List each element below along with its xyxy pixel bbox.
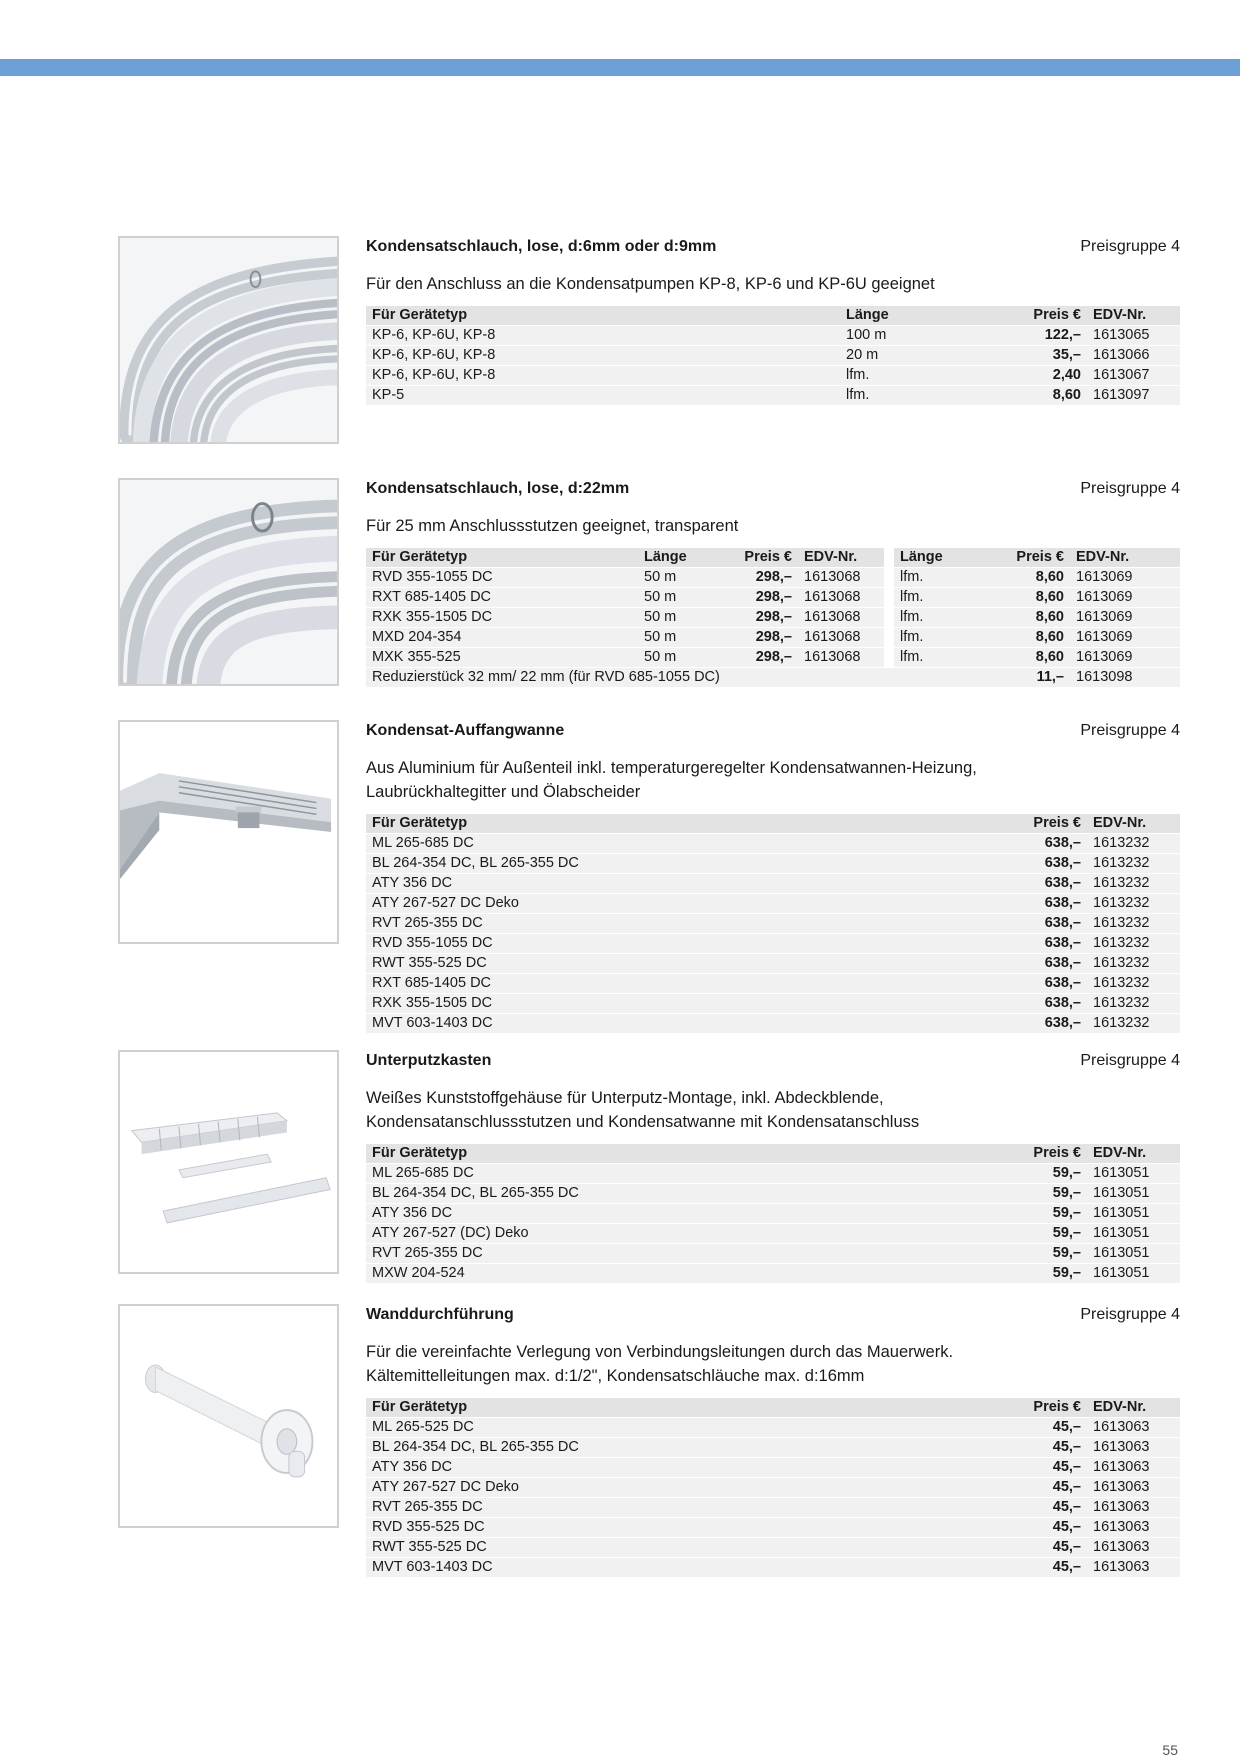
header-price: Preis € bbox=[1033, 1145, 1081, 1161]
cell-device-type: MXK 355-525 bbox=[372, 649, 461, 665]
section-description bbox=[366, 1086, 1180, 1134]
product-photo-flush-box bbox=[118, 1050, 339, 1274]
table-row bbox=[366, 914, 1180, 934]
cell-price: 298,– bbox=[755, 629, 792, 645]
table-row bbox=[366, 1478, 1180, 1498]
cell-edv: 1613232 bbox=[1093, 915, 1150, 931]
cell-edv: 1613063 bbox=[1093, 1519, 1150, 1535]
cell-edv-2: 1613069 bbox=[1076, 649, 1133, 665]
section-description bbox=[366, 514, 1180, 538]
cell-device-type: RVD 355-1055 DC bbox=[372, 935, 493, 951]
cell-price: 59,– bbox=[1052, 1185, 1081, 1201]
table-row bbox=[366, 648, 1180, 668]
header-edv: EDV-Nr. bbox=[1093, 1145, 1147, 1161]
cell-price: 45,– bbox=[1052, 1419, 1081, 1435]
table-row bbox=[366, 568, 1180, 588]
flush-box-image bbox=[120, 1052, 337, 1272]
cell-device-type: KP-6, KP-6U, KP-8 bbox=[372, 347, 496, 363]
cell-price-2: 8,60 bbox=[1035, 649, 1064, 665]
column-gap bbox=[884, 568, 894, 588]
top-accent-bar bbox=[0, 59, 1240, 76]
cell-device-type: ATY 267-527 DC Deko bbox=[372, 1479, 519, 1495]
cell-price: 45,– bbox=[1052, 1459, 1081, 1475]
price-group: Preisgruppe 4 bbox=[1080, 1052, 1180, 1069]
cell-edv: 1613232 bbox=[1093, 895, 1150, 911]
description-line: Kondensatanschlussstutzen und Kondensatwanne mit Kondensatanschluss bbox=[366, 1113, 920, 1131]
cell-price: 45,– bbox=[1052, 1499, 1081, 1515]
header-device-type: Für Gerätetyp bbox=[372, 549, 468, 565]
page-number: 55 bbox=[1162, 1742, 1178, 1758]
cell-device-type: RWT 355-525 DC bbox=[372, 955, 487, 971]
cell-price-2: 8,60 bbox=[1035, 609, 1064, 625]
price-group: Preisgruppe 4 bbox=[1080, 1306, 1180, 1323]
header-edv-2: EDV-Nr. bbox=[1076, 549, 1130, 565]
price-table bbox=[366, 1398, 1180, 1578]
price-table bbox=[366, 548, 1180, 688]
header-price: Preis € bbox=[1033, 815, 1081, 831]
cell-edv: 1613063 bbox=[1093, 1439, 1150, 1455]
cell-price: 638,– bbox=[1044, 935, 1081, 951]
table-row bbox=[366, 608, 1180, 628]
cell-edv: 1613232 bbox=[1093, 955, 1150, 971]
cell-device-type: KP-6, KP-6U, KP-8 bbox=[372, 327, 496, 343]
cell-price: 45,– bbox=[1052, 1539, 1081, 1555]
cell-length-2: lfm. bbox=[900, 649, 924, 665]
cell-device-type: ML 265-685 DC bbox=[372, 1165, 474, 1181]
cell-price: 35,– bbox=[1052, 347, 1081, 363]
cell-price: 638,– bbox=[1044, 875, 1081, 891]
table-row bbox=[366, 1418, 1180, 1438]
cell-price: 59,– bbox=[1052, 1205, 1081, 1221]
cell-length: 50 m bbox=[644, 569, 677, 585]
cell-price: 298,– bbox=[755, 589, 792, 605]
cell-length: 50 m bbox=[644, 649, 677, 665]
table-row bbox=[366, 386, 1180, 406]
price-table bbox=[366, 814, 1180, 1034]
product-photo-hose-coil bbox=[118, 236, 339, 444]
cell-length: 50 m bbox=[644, 629, 677, 645]
cell-device-type: RVT 265-355 DC bbox=[372, 1499, 483, 1515]
price-table bbox=[366, 306, 1180, 406]
cell-price: 638,– bbox=[1044, 955, 1081, 971]
table-row bbox=[366, 1518, 1180, 1538]
header-price: Preis € bbox=[744, 549, 792, 565]
cell-edv: 1613051 bbox=[1093, 1205, 1150, 1221]
price-table bbox=[366, 1144, 1180, 1284]
cell-device-type: BL 264-354 DC, BL 265-355 DC bbox=[372, 855, 579, 871]
table-row bbox=[366, 1438, 1180, 1458]
cell-device-type: KP-5 bbox=[372, 387, 405, 403]
cell-device-type: RVT 265-355 DC bbox=[372, 1245, 483, 1261]
section-description bbox=[366, 756, 1180, 804]
cell-edv: 1613063 bbox=[1093, 1419, 1150, 1435]
cell-device-type: RXK 355-1505 DC bbox=[372, 609, 493, 625]
header-length-2: Länge bbox=[900, 549, 943, 565]
column-gap bbox=[884, 608, 894, 628]
cell-edv: 1613051 bbox=[1093, 1165, 1150, 1181]
cell-price: 298,– bbox=[755, 649, 792, 665]
cell-edv: 1613097 bbox=[1093, 387, 1150, 403]
header-edv: EDV-Nr. bbox=[1093, 307, 1147, 323]
table-row bbox=[366, 954, 1180, 974]
header-edv: EDV-Nr. bbox=[804, 549, 858, 565]
cell-price: 638,– bbox=[1044, 1015, 1081, 1031]
table-row bbox=[366, 346, 1180, 366]
cell-price: 59,– bbox=[1052, 1245, 1081, 1261]
table-header-row bbox=[366, 306, 1180, 326]
table-row bbox=[366, 1244, 1180, 1264]
cell-edv: 1613065 bbox=[1093, 327, 1150, 343]
table-header-row bbox=[366, 814, 1180, 834]
cell-edv: 1613068 bbox=[804, 569, 861, 585]
cell-device-type: ATY 356 DC bbox=[372, 1205, 453, 1221]
header-price: Preis € bbox=[1033, 1399, 1081, 1415]
price-group: Preisgruppe 4 bbox=[1080, 238, 1180, 255]
table-row bbox=[366, 1264, 1180, 1284]
cell-length-2: lfm. bbox=[900, 629, 924, 645]
cell-edv: 1613066 bbox=[1093, 347, 1150, 363]
cell-device-type: Reduzierstück 32 mm/ 22 mm (für RVD 685-1055 DC) bbox=[372, 669, 720, 685]
cell-edv: 1613232 bbox=[1093, 1015, 1150, 1031]
description-line: Laubrückhaltegitter und Ölabscheider bbox=[366, 783, 641, 801]
cell-price: 298,– bbox=[755, 569, 792, 585]
cell-price: 59,– bbox=[1052, 1225, 1081, 1241]
header-edv: EDV-Nr. bbox=[1093, 815, 1147, 831]
column-gap bbox=[884, 648, 894, 668]
product-photo-drip-tray bbox=[118, 720, 339, 944]
cell-edv: 1613232 bbox=[1093, 975, 1150, 991]
column-gap bbox=[884, 588, 894, 608]
cell-price-2: 8,60 bbox=[1035, 569, 1064, 585]
section-title: Kondensat-Auffangwanne bbox=[366, 722, 565, 739]
table-row bbox=[366, 1014, 1180, 1034]
cell-edv: 1613063 bbox=[1093, 1559, 1150, 1575]
cell-edv: 1613051 bbox=[1093, 1225, 1150, 1241]
cell-length: 50 m bbox=[644, 609, 677, 625]
description-line: Kältemittelleitungen max. d:1/2", Kondensatschläuche max. d:16mm bbox=[366, 1367, 865, 1385]
cell-edv: 1613232 bbox=[1093, 835, 1150, 851]
cell-device-type: ATY 356 DC bbox=[372, 1459, 453, 1475]
header-device-type: Für Gerätetyp bbox=[372, 815, 468, 831]
section-title: Kondensatschlauch, lose, d:22mm bbox=[366, 480, 630, 497]
description-line: Für 25 mm Anschlussstutzen geeignet, transparent bbox=[366, 517, 739, 535]
cell-price: 638,– bbox=[1044, 975, 1081, 991]
table-row bbox=[366, 1184, 1180, 1204]
table-row bbox=[366, 1224, 1180, 1244]
wall-duct-image bbox=[120, 1306, 337, 1526]
cell-device-type: MXW 204-524 bbox=[372, 1265, 465, 1281]
price-group: Preisgruppe 4 bbox=[1080, 722, 1180, 739]
cell-edv: 1613068 bbox=[804, 629, 861, 645]
table-row bbox=[366, 994, 1180, 1014]
cell-price: 638,– bbox=[1044, 855, 1081, 871]
cell-edv: 1613063 bbox=[1093, 1479, 1150, 1495]
cell-device-type: BL 264-354 DC, BL 265-355 DC bbox=[372, 1185, 579, 1201]
cell-length: 100 m bbox=[846, 327, 887, 343]
description-line: Aus Aluminium für Außenteil inkl. temperaturgeregelter Kondensatwannen-Heizung, bbox=[366, 759, 977, 777]
cell-device-type: RXT 685-1405 DC bbox=[372, 589, 492, 605]
section-title: Unterputzkasten bbox=[366, 1052, 492, 1069]
description-line: Für den Anschluss an die Kondensatpumpen KP-8, KP-6 und KP-6U geeignet bbox=[366, 275, 935, 293]
cell-price: 45,– bbox=[1052, 1439, 1081, 1455]
cell-price: 2,40 bbox=[1052, 367, 1081, 383]
table-row bbox=[366, 874, 1180, 894]
cell-length-2: lfm. bbox=[900, 609, 924, 625]
table-header-row bbox=[366, 548, 1180, 568]
table-row bbox=[366, 834, 1180, 854]
description-line: Für die vereinfachte Verlegung von Verbindungsleitungen durch das Mauerwerk. bbox=[366, 1343, 954, 1361]
cell-price: 45,– bbox=[1052, 1559, 1081, 1575]
cell-edv: 1613068 bbox=[804, 609, 861, 625]
table-row-reducer bbox=[366, 668, 1180, 688]
section-description bbox=[366, 272, 1180, 296]
cell-edv: 1613051 bbox=[1093, 1265, 1150, 1281]
header-price-2: Preis € bbox=[1016, 549, 1064, 565]
cell-price: 11,– bbox=[1036, 669, 1064, 685]
table-row bbox=[366, 1458, 1180, 1478]
cell-price: 45,– bbox=[1052, 1519, 1081, 1535]
table-row bbox=[366, 1164, 1180, 1184]
cell-edv: 1613232 bbox=[1093, 995, 1150, 1011]
product-photo-wall-duct bbox=[118, 1304, 339, 1528]
cell-device-type: KP-6, KP-6U, KP-8 bbox=[372, 367, 496, 383]
cell-length: lfm. bbox=[846, 387, 870, 403]
cell-price: 638,– bbox=[1044, 915, 1081, 931]
cell-edv: 1613068 bbox=[804, 589, 861, 605]
cell-price: 298,– bbox=[755, 609, 792, 625]
cell-edv: 1613063 bbox=[1093, 1499, 1150, 1515]
table-row bbox=[366, 854, 1180, 874]
cell-device-type: BL 264-354 DC, BL 265-355 DC bbox=[372, 1439, 579, 1455]
cell-length: lfm. bbox=[846, 367, 870, 383]
header-price: Preis € bbox=[1033, 307, 1081, 323]
table-row bbox=[366, 366, 1180, 386]
table-header-row bbox=[366, 1144, 1180, 1164]
cell-length-2: lfm. bbox=[900, 589, 924, 605]
cell-device-type: ATY 356 DC bbox=[372, 875, 453, 891]
price-group: Preisgruppe 4 bbox=[1080, 480, 1180, 497]
section-title: Kondensatschlauch, lose, d:6mm oder d:9mm bbox=[366, 238, 717, 255]
column-gap bbox=[884, 548, 894, 568]
table-row bbox=[366, 1558, 1180, 1578]
header-device-type: Für Gerätetyp bbox=[372, 1145, 468, 1161]
cell-edv: 1613051 bbox=[1093, 1185, 1150, 1201]
cell-edv-2: 1613069 bbox=[1076, 609, 1133, 625]
cell-edv: 1613232 bbox=[1093, 875, 1150, 891]
cell-price-2: 8,60 bbox=[1035, 629, 1064, 645]
header-length: Länge bbox=[846, 307, 889, 323]
table-row bbox=[366, 628, 1180, 648]
product-photo-hose-coil-large bbox=[118, 478, 339, 686]
cell-device-type: RXT 685-1405 DC bbox=[372, 975, 492, 991]
column-gap bbox=[884, 628, 894, 648]
cell-device-type: MVT 603-1403 DC bbox=[372, 1015, 493, 1031]
cell-edv: 1613098 bbox=[1076, 669, 1133, 685]
cell-edv: 1613067 bbox=[1093, 367, 1150, 383]
cell-price: 59,– bbox=[1052, 1165, 1081, 1181]
table-row bbox=[366, 1538, 1180, 1558]
cell-edv-2: 1613069 bbox=[1076, 629, 1133, 645]
table-row bbox=[366, 974, 1180, 994]
table-row bbox=[366, 588, 1180, 608]
cell-length-2: lfm. bbox=[900, 569, 924, 585]
hose-coil-image bbox=[120, 480, 337, 684]
table-row bbox=[366, 894, 1180, 914]
section-title: Wanddurchführung bbox=[366, 1306, 514, 1323]
cell-edv: 1613063 bbox=[1093, 1539, 1150, 1555]
section-description bbox=[366, 1340, 1180, 1388]
cell-price: 8,60 bbox=[1052, 387, 1081, 403]
table-row bbox=[366, 1498, 1180, 1518]
cell-device-type: RXK 355-1505 DC bbox=[372, 995, 493, 1011]
cell-edv: 1613051 bbox=[1093, 1245, 1150, 1261]
cell-edv-2: 1613069 bbox=[1076, 589, 1133, 605]
cell-edv: 1613232 bbox=[1093, 855, 1150, 871]
header-device-type: Für Gerätetyp bbox=[372, 307, 468, 323]
table-row bbox=[366, 1204, 1180, 1224]
header-length: Länge bbox=[644, 549, 687, 565]
cell-device-type: ATY 267-527 (DC) Deko bbox=[372, 1225, 529, 1241]
cell-edv: 1613063 bbox=[1093, 1459, 1150, 1475]
cell-price: 638,– bbox=[1044, 995, 1081, 1011]
cell-device-type: RVD 355-1055 DC bbox=[372, 569, 493, 585]
hose-coil-image bbox=[120, 238, 337, 442]
cell-device-type: RVD 355-525 DC bbox=[372, 1519, 485, 1535]
cell-price: 122,– bbox=[1044, 327, 1081, 343]
cell-edv: 1613068 bbox=[804, 649, 861, 665]
cell-edv: 1613232 bbox=[1093, 935, 1150, 951]
cell-length: 50 m bbox=[644, 589, 677, 605]
cell-device-type: RVT 265-355 DC bbox=[372, 915, 483, 931]
cell-device-type: MVT 603-1403 DC bbox=[372, 1559, 493, 1575]
cell-price: 638,– bbox=[1044, 835, 1081, 851]
cell-device-type: ATY 267-527 DC Deko bbox=[372, 895, 519, 911]
table-row bbox=[366, 934, 1180, 954]
header-device-type: Für Gerätetyp bbox=[372, 1399, 468, 1415]
cell-price: 45,– bbox=[1052, 1479, 1081, 1495]
cell-price-2: 8,60 bbox=[1035, 589, 1064, 605]
table-row bbox=[366, 326, 1180, 346]
cell-device-type: RWT 355-525 DC bbox=[372, 1539, 487, 1555]
table-header-row bbox=[366, 1398, 1180, 1418]
cell-device-type: ML 265-525 DC bbox=[372, 1419, 474, 1435]
header-edv: EDV-Nr. bbox=[1093, 1399, 1147, 1415]
cell-price: 638,– bbox=[1044, 895, 1081, 911]
cell-price: 59,– bbox=[1052, 1265, 1081, 1281]
cell-length: 20 m bbox=[846, 347, 879, 363]
drip-tray-image bbox=[120, 722, 337, 942]
cell-device-type: ML 265-685 DC bbox=[372, 835, 474, 851]
cell-device-type: MXD 204-354 bbox=[372, 629, 462, 645]
cell-edv-2: 1613069 bbox=[1076, 569, 1133, 585]
description-line: Weißes Kunststoffgehäuse für Unterputz-Montage, inkl. Abdeckblende, bbox=[366, 1089, 884, 1107]
